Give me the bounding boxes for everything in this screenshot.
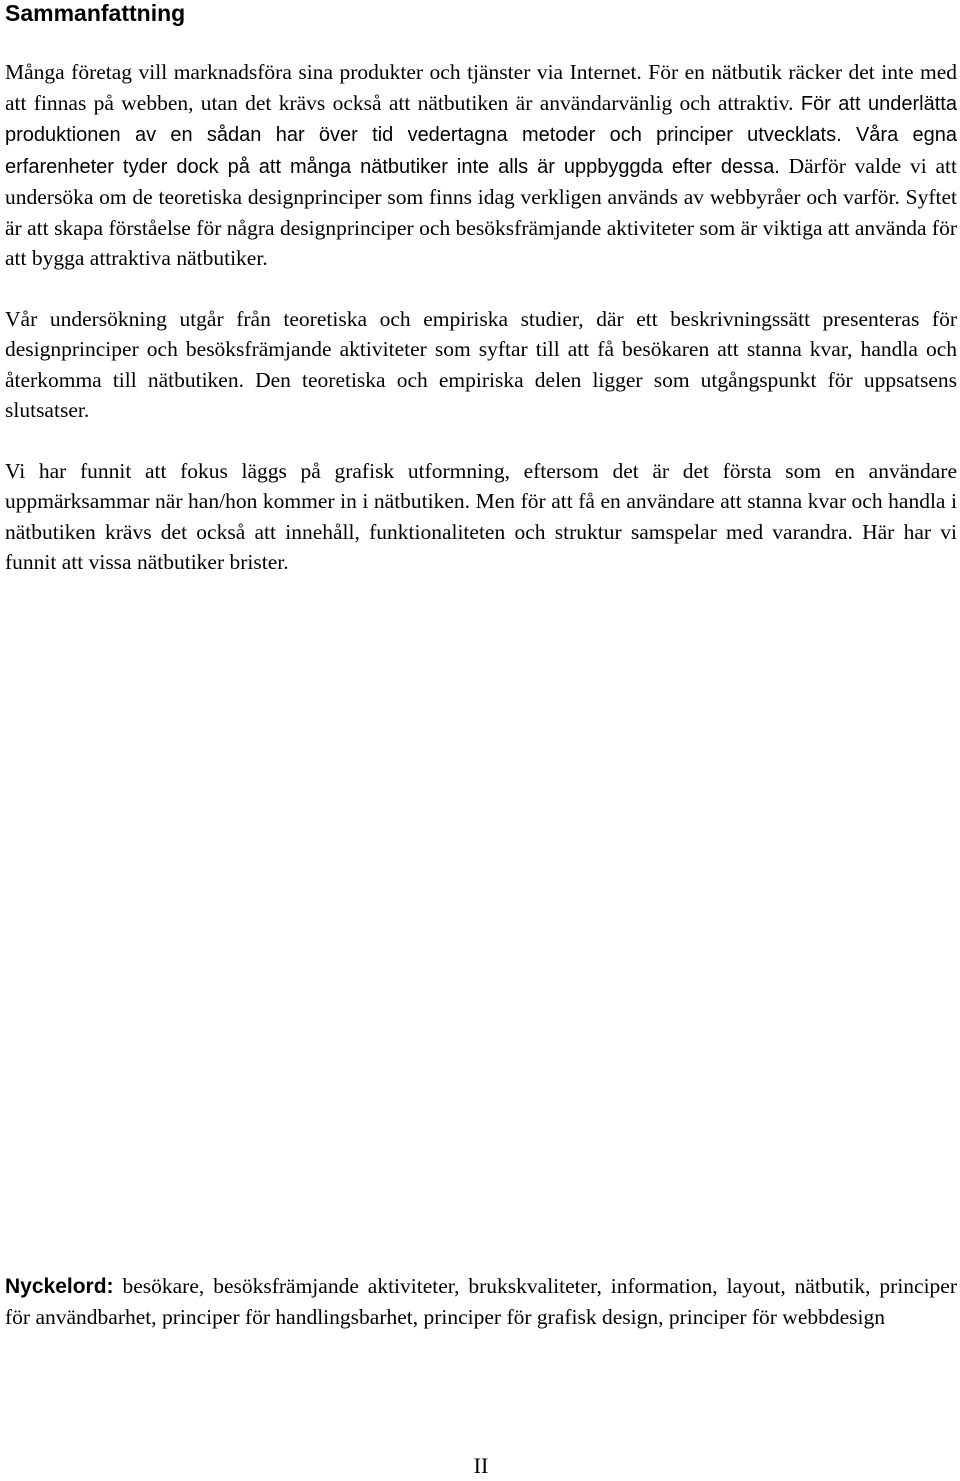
- abstract-body: [5, 57, 957, 578]
- keywords-text: besökare, besöksfrämjande aktiviteter, brukskvaliteter, information, layout, nätbutik, principer för användbarhet, principer för handlingsbarhet, principer för grafisk design, principer för webbdesign: [5, 1274, 958, 1329]
- paragraph-1-sentence-3: Därför valde vi att undersöka om de teoretiska designprinciper som finns idag verkligen används av webbyråer och varför.: [5, 153, 958, 209]
- keywords-label: Nyckelord:: [5, 1275, 114, 1298]
- page-number: II: [473, 1453, 489, 1478]
- page-title: Sammanfattning: [5, 0, 186, 26]
- paragraph-3: Vi har funnit att fokus läggs på grafisk utformning, eftersom det är det första som en användare uppmärksammar när han/hon kommer in i nätbutiken. Men för att få en användare att stanna kvar och handla i nätbutiken krävs det också att innehåll, funktionaliteten och struktur samspelar med varandra. Här har vi funnit att vissa nätbutiker brister.: [5, 458, 957, 574]
- paragraph-1: [5, 57, 957, 274]
- keywords: [5, 1271, 957, 1332]
- paragraph-1-sentence-2: För att underlätta produktionen av en sådan har över tid vedertagna metoder och principer utvecklats. Våra egna erfarenheter tyder dock på att många nätbutiker inte alls är uppbyggda efter dessa.: [5, 92, 957, 178]
- paragraph-1-sentence-4: Syftet är att skapa förståelse för några designprinciper och besöksfrämjande aktiviteter som är viktiga att använda för att bygga attraktiva nätbutiker.: [5, 185, 957, 270]
- paragraph-1-sentence-1: Många företag vill marknadsföra sina produkter och tjänster via Internet. För en nätbutik räcker det inte med att finnas på webben, utan det krävs också att nätbutiken är användarvänlig och attraktiv.: [5, 60, 957, 115]
- paragraph-2: Vår undersökning utgår från teoretiska och empiriska studier, där ett beskrivningssätt presenteras för designprinciper och besöksfrämjande aktiviteter som syftar till att få besökaren att stanna kvar, handla och återkomma till nätbutiken. Den teoretiska och empiriska delen ligger som utgångspunkt för uppsatsens slutsatser.: [5, 306, 957, 422]
